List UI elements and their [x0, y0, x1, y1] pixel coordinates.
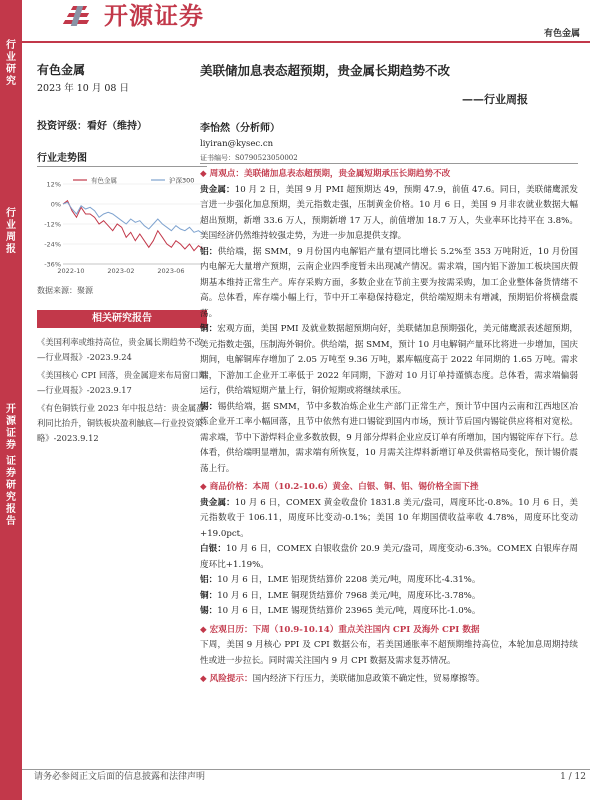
rating-value: 看好（维持）	[87, 121, 147, 132]
related-report-item[interactable]: 《美国核心 CPI 回落，贵金属迎来布局窗口期—行业周报》-2023.9.17	[37, 370, 207, 395]
para-tin: 锡供给端，据 SMM，节中多数冶炼企业生产部门正常生产，预计节中国内云南和江西地区冶炼企业开工率小幅回落，且节中依然有进口锡锭到国内市场，预计节后国内锡锭供应将相对宽松。需求端，节中下游焊料企业多数放假，9 月部分焊料企业应反订单有所增加，国内锡锭库存下行。总体看，供给端明显增加，需求端有所恢复，10 月需关注焊料新增订单及供需格局变化，预计锡价震荡上行。	[200, 401, 578, 474]
trend-chart	[37, 176, 207, 286]
x-tick-label: 2022-10	[57, 267, 85, 275]
brand-logo	[60, 2, 204, 30]
para-precious-metals: 10 月 2 日，美国 9 月 PMI 超预期达 49，预期 47.9，前值 47.6。同日，美联储鹰派发言进一步强化加息预期，美元指数走强，压制黄金价格。10 月 6 日，美国 9 月非农就业数据大幅超出预期，新增 33.6 万人，预期新增 17 万人，前值增加 18.7 万人，失业率环比持平在 3.8%。美国经济仍然维持较强走势，为进一步加息提供支撑。	[200, 184, 578, 241]
bullet-icon: ◆	[200, 674, 210, 684]
y-tick-label: -36%	[44, 260, 61, 269]
para-lead: 铜：	[200, 324, 218, 334]
para-lead: 锡：	[200, 606, 218, 616]
para-lead: 铝：	[200, 246, 218, 257]
para-macro: 下周，美国 9 月核心 PPI 及 CPI 数据公布，若美国通胀率不超预期维持高位，本轮加息周期持续性或进一步拉长。同时需关注国内 9 月 CPI 数据及需求复苏情况。	[200, 640, 578, 666]
y-tick-label: 0%	[50, 200, 61, 209]
footer-disclaimer: 请务必参阅正文后面的信息披露和法律声明	[34, 772, 206, 782]
related-reports-list	[37, 332, 207, 446]
data-source: 数据来源：聚源	[37, 286, 93, 295]
para-lead: 白银：	[200, 544, 227, 554]
side-tab-kysec: 开源证券	[6, 404, 16, 451]
analyst-name: 李怡然（分析师）	[200, 123, 280, 134]
related-reports-header: 相关研究报告	[37, 310, 207, 328]
header-category: 有色金属	[543, 29, 580, 39]
para-tin-price: 10 月 6 日，LME 锡现货结算价 23965 美元/吨，周度环比-1.0%。	[217, 606, 481, 616]
para-copper: 宏观方面，美国 PMI 及就业数据超预期向好，美联储加息预期强化，美元储鹰派表述超预期，美元指数走强，压制海外铜价。供给端，据 SMM，预计 10 月电解铜产量环比将进一步增加，国庆期间，电解铜库存增加了 2.05 万吨至 9.36 万吨，累库幅度高于 2022 年同期的 1.65 万吨。需求端，下游加工企业开工率低于 2022 年同期，下游对 10 月订单持谨慎态度。总体看，需求端偏弱运行，供给端短期产量上行，铜价短期或将继续承压。	[200, 324, 578, 396]
section-commodity-prices: 商品价格：本周（10.2-10.6）黄金、白银、铜、铝、锡价格全面下挫	[209, 482, 479, 492]
series-line	[63, 202, 203, 234]
y-tick-label: -12%	[44, 220, 61, 229]
x-tick-label: 2023-06	[157, 267, 185, 275]
x-tick-label: 2023-02	[107, 267, 135, 275]
side-tab-industry-research: 行业研究	[6, 40, 16, 87]
page-number: 1 / 12	[560, 772, 586, 782]
related-report-item[interactable]: 《美国利率或维持高位，贵金属长期趋势不改 —行业周报》-2023.9.24	[37, 337, 203, 362]
para-lead: 铜：	[200, 590, 218, 601]
footer-divider	[22, 769, 590, 770]
para-aluminum-price: 10 月 6 日，LME 铝现货结算价 2208 美元/吨，周度环比-4.31%。	[217, 575, 481, 585]
legend-label: 沪深300	[169, 176, 195, 185]
y-tick-label: 12%	[46, 180, 61, 189]
analyst-divider	[200, 163, 578, 164]
section-risk: 风险提示：	[209, 674, 253, 684]
para-lead: 锡：	[200, 401, 218, 412]
para-silver-price: 10 月 6 日，COMEX 白银收盘价 20.9 美元/盎司，周度变动-6.3%。COMEX 白银库存周度环比+1.19%。	[200, 544, 578, 570]
side-tab-bar	[0, 0, 22, 800]
related-report-item[interactable]: 《有色铜铁行业 2023 年中报总结：贵金属盈利同比抬升，铜铁板块盈利触底—行业投资策略》-2023.9.12	[37, 403, 205, 443]
main-body	[200, 167, 578, 688]
legend-label: 有色金属	[91, 176, 117, 185]
analyst-cert: 证书编号：S0790523050002	[200, 154, 298, 162]
para-lead: 贵金属：	[200, 497, 235, 508]
section-weekly-view: 周观点：美联储加息表态超预期，贵金属短期承压长期趋势不改	[209, 169, 451, 179]
section-macro-calendar: 宏观日历：下周（10.9-10.14）重点关注国内 CPI 及海外 CPI 数据	[209, 624, 480, 635]
report-subtitle: ——行业周报	[462, 93, 528, 106]
brand-name: 开源证券	[104, 1, 204, 30]
rating-label: 投资评级：	[37, 121, 87, 132]
industry-name: 有色金属	[37, 63, 86, 77]
para-gold-price: 10 月 6 日，COMEX 黄金收盘价 1831.8 美元/盎司，周度环比-0.8%。10 月 6 日，美元指数收于 106.11，周度环比变动-0.1%；美国 10 年期国债收益率收 4.78%，周度环比变动+19.0pct。	[200, 497, 578, 539]
side-tab-weekly: 行业周报	[6, 208, 16, 255]
trend-divider	[37, 166, 207, 167]
report-date: 2023 年 10 月 08 日	[37, 83, 129, 94]
para-lead: 铝：	[200, 575, 218, 585]
bullet-icon: ◆	[200, 624, 210, 635]
logo-mark-icon	[60, 4, 96, 28]
para-aluminum: 供给端，据 SMM，9 月份国内电解铝产量有望同比增长 5.2%至 353 万吨附近，10 月份国内电解无大量增产预期，云南企业四季度暂未出现减产情况。需求端，国内铝下游加工板块国庆假期基本维持正常生产。库存采购方面，多数企业在节前主要为按需采购，加工企业整体备货情绪不高。总体看，库存端小幅上行，节中开工率稳保持稳定，供给端短期未有增减，预期铝价将横盘震荡。	[200, 246, 578, 319]
trend-title: 行业走势图	[37, 153, 87, 164]
bullet-icon: ◆	[200, 482, 210, 492]
side-tab-securities-report: 证券研究报告	[6, 456, 16, 527]
header-divider	[22, 41, 590, 43]
report-title: 美联储加息表态超预期，贵金属长期趋势不改	[200, 63, 451, 78]
analyst-email[interactable]: liyiran@kysec.cn	[200, 139, 274, 149]
rating-line	[37, 120, 207, 135]
y-tick-label: -24%	[44, 240, 61, 249]
para-lead: 贵金属：	[200, 184, 235, 195]
para-copper-price: 10 月 6 日，LME 铜现货结算价 7968 美元/吨，周度环比-3.78%。	[217, 590, 481, 601]
para-risk: 国内经济下行压力，美联储加息政策不确定性，贸易摩擦等。	[252, 674, 485, 684]
bullet-icon: ◆	[200, 169, 210, 179]
